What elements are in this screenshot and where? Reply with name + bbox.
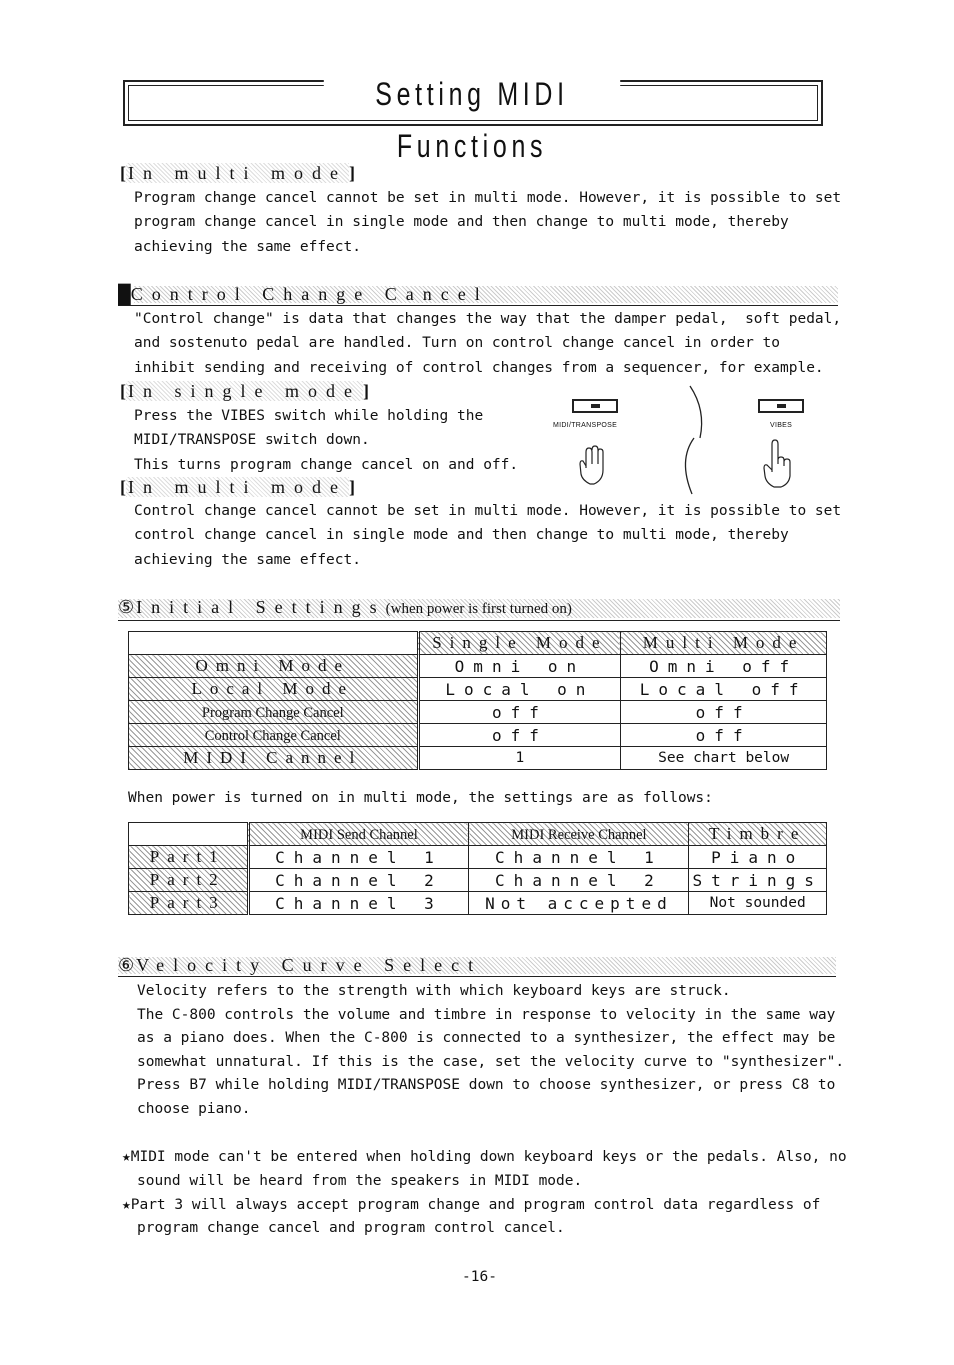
col-timbre: Timbre: [689, 823, 827, 846]
row-label: Part1: [129, 846, 249, 869]
table-cell: Omni off: [621, 655, 827, 678]
row-label: MIDI Cannel: [129, 747, 419, 770]
page-number: -16-: [462, 1269, 497, 1285]
pcc-multi-heading: [ In multi mode ]: [120, 163, 355, 183]
velocity-text: Velocity refers to the strength with which keyboard keys are struck. The C-800 controls the volume and timbre in response to velocity in the same way as a piano does. When the C-800 is connected to a synthesizer, the effect may be somewhat unnatural. If this is the case, set the velocity curve to "synthesizer". Press B7 while holding MIDI/TRANSPOSE down to choose synthesizer, or press C8 to choose piano.: [137, 983, 845, 1117]
table-cell: off: [418, 701, 621, 724]
table-row: [129, 655, 827, 678]
row-label: Local Mode: [129, 678, 419, 701]
table-cell: Omni on: [418, 655, 621, 678]
table-cell: off: [621, 724, 827, 747]
table-cell: Local on: [418, 678, 621, 701]
note-1: ★MIDI mode can't be entered when holding down keyboard keys or the pedals. Also, no sound will be heard from the speakers in MIDI mode.: [122, 1149, 847, 1189]
control-change-text: "Control change" is data that changes the way that the damper pedal, soft pedal, and sostenuto pedal are handled. Turn on control change cancel in order to inhibit sending and receiving of control changes from a sequencer, for example.: [134, 311, 842, 376]
midi-transpose-label: MIDI/TRANSPOSE: [553, 422, 618, 429]
table-cell: Piano: [689, 846, 827, 869]
multi-mode-note: When power is turned on in multi mode, the settings are as follows:: [128, 790, 713, 806]
table-row: [129, 869, 827, 892]
table-cell: Not accepted: [469, 892, 689, 915]
table-row: [129, 724, 827, 747]
table-cell: Strings: [689, 869, 827, 892]
ccc-single-text: Press the VIBES switch while holding the MIDI/TRANSPOSE switch down. This turns program change cancel on and off.: [134, 408, 519, 473]
hand-pointer-right-icon: [764, 440, 790, 487]
col-midi-receive-channel: MIDI Receive Channel: [469, 823, 689, 846]
table-row: [129, 846, 827, 869]
control-change-cancel-heading: █Control Change Cancel: [118, 283, 838, 306]
col-midi-send-channel: MIDI Send Channel: [248, 823, 469, 846]
table-cell: Channel 3: [248, 892, 469, 915]
multi-mode-parts-table: [128, 822, 827, 915]
row-label: Part2: [129, 869, 249, 892]
table-cell: Local off: [621, 678, 827, 701]
table-cell: Not sounded: [689, 892, 827, 915]
table-cell: Channel 2: [469, 869, 689, 892]
table-row: [129, 701, 827, 724]
table-cell: off: [621, 701, 827, 724]
ccc-single-heading: [ In single mode ]: [120, 381, 369, 401]
col-multi-mode: Multi Mode: [621, 632, 827, 655]
table-cell: off: [418, 724, 621, 747]
note-2: ★Part 3 will always accept program change and program control data regardless of program change cancel and program control cancel.: [122, 1197, 821, 1236]
row-label: Program Change Cancel: [129, 701, 419, 724]
table-cell: Channel 1: [469, 846, 689, 869]
table-row: [129, 892, 827, 915]
table-cell: Channel 1: [248, 846, 469, 869]
table-cell: See chart below: [621, 747, 827, 770]
table-row: [129, 678, 827, 701]
row-label: Control Change Cancel: [129, 724, 419, 747]
table-corner: [129, 823, 249, 846]
table-cell: Channel 2: [248, 869, 469, 892]
hand-pointer-left-icon: [580, 446, 603, 484]
row-label: Omni Mode: [129, 655, 419, 678]
velocity-curve-heading: ⑥Velocity Curve Select: [118, 954, 836, 977]
table-row: [129, 747, 827, 770]
hand-press-figure: [560, 380, 820, 500]
ccc-multi-heading: [ In multi mode ]: [120, 477, 355, 497]
pcc-multi-text: Program change cancel cannot be set in multi mode. However, it is possible to set program change cancel in single mode and then change to multi mode, thereby achieving the same effect.: [134, 190, 842, 255]
initial-settings-heading: ⑤Initial Settings(when power is first turned on): [118, 596, 840, 621]
ccc-multi-text: Control change cancel cannot be set in multi mode. However, it is possible to set control change cancel in single mode and then change to multi mode, thereby achieving the same effect.: [134, 503, 842, 568]
row-label: Part3: [129, 892, 249, 915]
table-cell: 1: [418, 747, 621, 770]
col-single-mode: Single Mode: [418, 632, 621, 655]
vibes-label: VIBES: [770, 422, 793, 429]
initial-settings-table: [128, 631, 827, 770]
table-corner: [129, 632, 419, 655]
page-title: Setting MIDI Functions: [324, 68, 620, 120]
